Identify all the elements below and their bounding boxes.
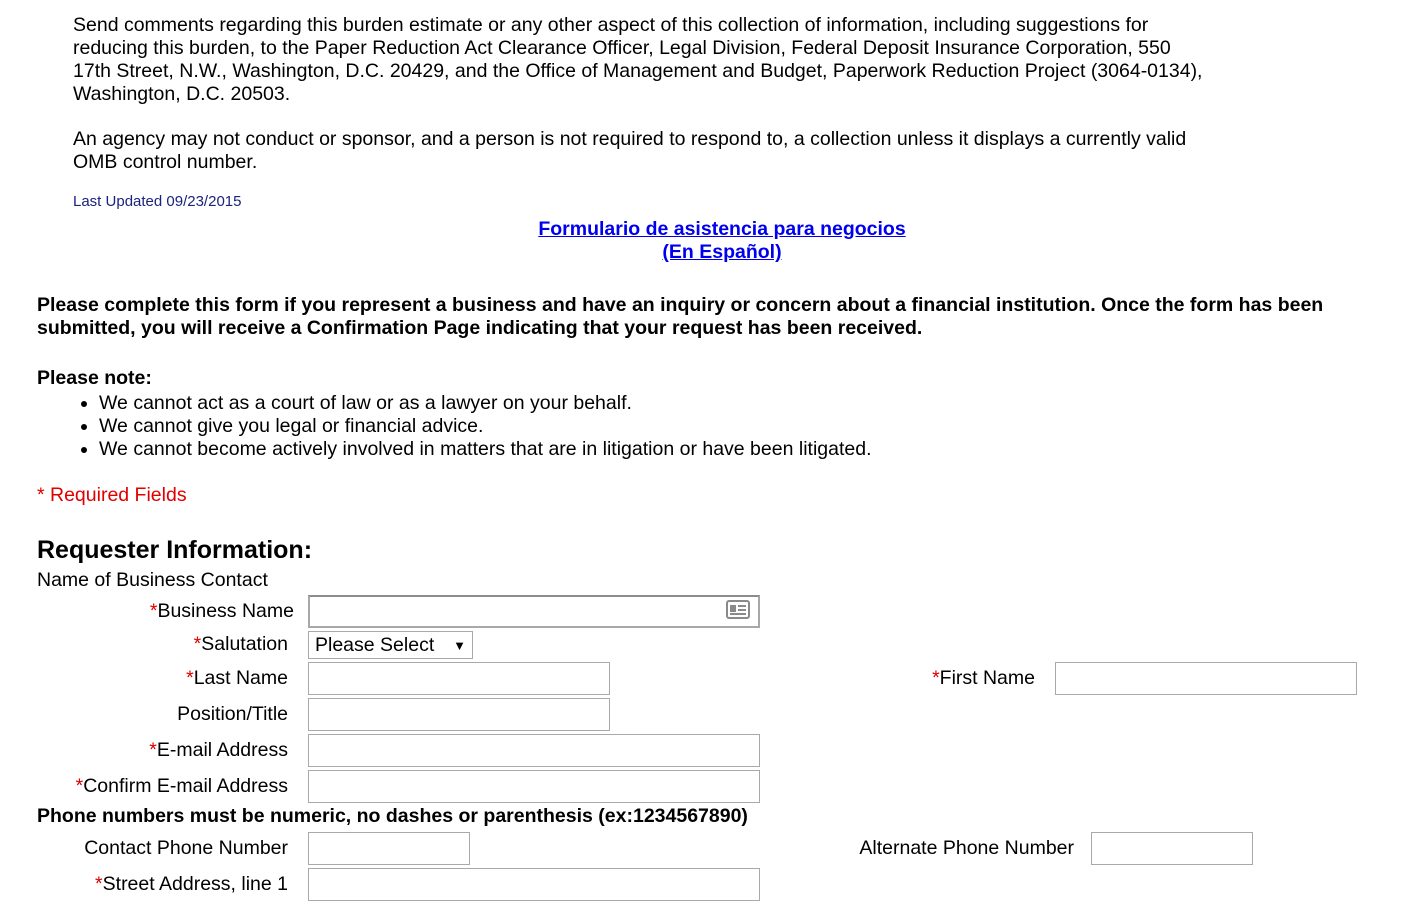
note-item: • We cannot become actively involved in matters that are in litigation or have been litigated. xyxy=(99,438,872,461)
required-star: * xyxy=(149,600,158,622)
street-address-input[interactable] xyxy=(308,868,760,901)
salutation-label: *Salutation xyxy=(193,633,288,655)
alt-phone-label: Alternate Phone Number xyxy=(859,837,1074,859)
required-fields-note: * Required Fields xyxy=(37,484,187,506)
street-address-label: *Street Address, line 1 xyxy=(95,873,288,895)
spanish-form-link[interactable] xyxy=(538,218,905,263)
required-star: * xyxy=(186,667,194,689)
position-input[interactable] xyxy=(308,698,610,731)
spanish-form-link-block xyxy=(0,218,1417,264)
required-star: * xyxy=(95,873,103,895)
spanish-link-line1: Formulario de asistencia para negocios xyxy=(538,218,906,240)
contact-phone-input[interactable] xyxy=(308,832,470,865)
position-label: Position/Title xyxy=(177,703,288,725)
intro-text: Please complete this form if you represent a business and have an inquiry or concern about a financial institution. Once the form has been submitted, you will receive a Confirmation Page indicating that your request has been received. xyxy=(37,294,1324,339)
spanish-link-line2: (En Español) xyxy=(662,241,782,263)
omb-paragraph: An agency may not conduct or sponsor, and a person is not required to respond to, a collection unless it displays a currently valid OMB control number. xyxy=(73,128,1187,173)
email-label: *E-mail Address xyxy=(149,739,288,761)
confirm-email-label: *Confirm E-mail Address xyxy=(75,775,288,797)
section-title: Requester Information: xyxy=(37,536,313,564)
last-name-input[interactable] xyxy=(308,662,610,695)
dropdown-arrow-icon: ▼ xyxy=(453,637,466,653)
note-item: • We cannot give you legal or financial advice. xyxy=(99,415,872,438)
alt-phone-input[interactable] xyxy=(1091,832,1253,865)
required-star: * xyxy=(932,667,940,689)
notes-list xyxy=(37,392,872,461)
email-input[interactable] xyxy=(308,734,760,767)
please-note-title: Please note: xyxy=(37,367,152,389)
first-name-input[interactable] xyxy=(1055,662,1357,695)
contact-card-icon[interactable] xyxy=(726,600,750,619)
salutation-select[interactable] xyxy=(308,631,473,659)
confirm-email-input[interactable] xyxy=(308,770,760,803)
first-name-label: *First Name xyxy=(932,667,1035,689)
business-name-label: *Business Name xyxy=(149,600,294,622)
last-updated: Last Updated 09/23/2015 xyxy=(73,193,242,210)
phone-format-note: Phone numbers must be numeric, no dashes or parenthesis (ex:1234567890) xyxy=(37,805,748,827)
note-item: • We cannot act as a court of law or as a lawyer on your behalf. xyxy=(99,392,872,415)
contact-phone-label: Contact Phone Number xyxy=(84,837,288,859)
business-name-wrapper xyxy=(308,595,760,628)
last-name-label: *Last Name xyxy=(186,667,288,689)
required-star: * xyxy=(193,633,202,655)
burden-paragraph: Send comments regarding this burden estimate or any other aspect of this collection of information, including suggestions for reducing this burden, to the Paper Reduction Act Clearance Officer, Legal Division, Federal Deposit Insurance Corporation, 550 17th Street, N.W., Washington, D.C. 20429, and the Office of Management and Budget, Paperwork Reduction Project (3064-0134), Washington, D.C. 20503. xyxy=(73,14,1203,105)
business-name-input[interactable] xyxy=(308,595,760,628)
required-star: * xyxy=(75,775,84,797)
salutation-selected: Please Select xyxy=(315,633,435,656)
required-star: * xyxy=(149,739,157,761)
name-of-business-contact: Name of Business Contact xyxy=(37,569,268,591)
